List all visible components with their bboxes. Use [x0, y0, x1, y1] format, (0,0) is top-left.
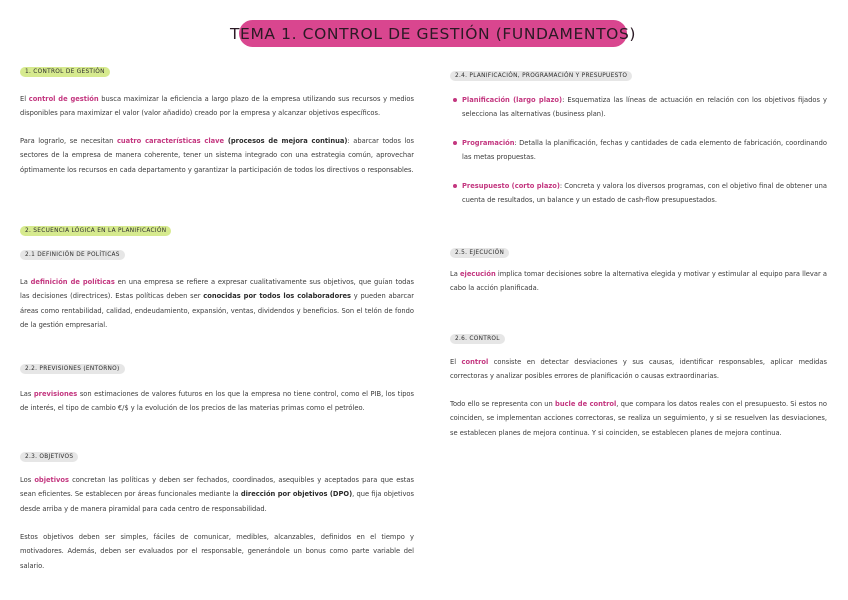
subsection-heading-politicas: 2.1 DEFINICIÓN DE POLÍTICAS — [20, 250, 125, 260]
highlight-term: objetivos — [34, 476, 69, 484]
paragraph-control-de-gestion: El control de gestión busca maximizar la eficiencia a largo plazo de la empresa utilizando sus recursos y medios disponibles para maximizar el valor (valor añadido) creado por la empresa y alcanzar objetivos específicos. — [20, 95, 415, 118]
paragraph-bucle-de-control: Todo ello se representa con un bucle de control, que compara los datos reales con el presupuesto. Si estos no coinciden, se implementan acciones correctoras, se realiza un seguimiento, y si se resuelven las desviaciones, se establecen planes de mejora continua. Y si coinciden, se establecen planes de mejora continua. — [450, 400, 827, 437]
bold-term: (procesos de mejora continua) — [224, 137, 348, 145]
subsection-heading-ejecucion: 2.5. EJECUCIÓN — [450, 248, 509, 258]
page-title: TEMA 1. CONTROL DE GESTIÓN (FUNDAMENTOS) — [229, 24, 637, 43]
highlight-term: bucle de control — [555, 400, 617, 408]
paragraph-caracteristicas: Para lograrlo, se necesitan cuatro características clave (procesos de mejora continua): abarcar todos los sectores de la empresa de manera coherente, tener un sistema integrado con una estrategia común, aprovechar óptimamente los recursos en cada departamento y garantizar la participación de todos los directivos o responsables. — [20, 137, 414, 174]
highlight-term: ejecución — [460, 270, 496, 278]
bullet-icon — [453, 141, 457, 145]
subsection-heading-control: 2.6. CONTROL — [450, 334, 505, 344]
paragraph-previsiones: Las previsiones son estimaciones de valores futuros en los que la empresa no tiene control, como el PIB, los tipos de interés, el tipo de cambio €/$ y la evolución de los precios de las materias primas como el petróleo. — [20, 390, 415, 413]
highlight-term: control de gestión — [28, 95, 99, 103]
highlight-term: Planificación (largo plazo) — [462, 96, 563, 104]
list-item: Planificación (largo plazo): Esquematiza las líneas de actuación en relación con los objetivos fijados y selecciona las alternativas (business plan). — [450, 93, 827, 122]
planning-list — [450, 93, 827, 207]
section-heading-secuencia-logica: 2. SECUENCIA LÓGICA EN LA PLANIFICACIÓN — [20, 226, 171, 236]
section-heading-control-de-gestion: 1. CONTROL DE GESTIÓN — [20, 67, 110, 77]
highlight-term: previsiones — [33, 390, 78, 398]
title-banner — [229, 20, 637, 47]
paragraph-objetivos-caracteristicas: Estos objetivos deben ser simples, fáciles de comunicar, medibles, alcanzables, definidos en el tiempo y motivadores. Además, deben ser evaluados por el responsable, generándole un bonus como parte variable del salario. — [20, 533, 414, 570]
subsection-heading-planificacion: 2.4. PLANIFICACIÓN, PROGRAMACIÓN Y PRESUPUESTO — [450, 71, 632, 81]
highlight-term: Programación — [462, 138, 515, 147]
highlight-term: Presupuesto (corto plazo) — [462, 181, 560, 190]
bullet-icon — [453, 98, 457, 102]
paragraph-objetivos: Los objetivos concretan las políticas y deben ser fechados, coordinados, asequibles y aceptados para que estas sean eficientes. Se establecen por áreas funcionales mediante la dirección por objetivos (DPO), que fija objetivos desde arriba y de manera piramidal para cada centro de responsabilidad. — [20, 476, 414, 513]
paragraph-ejecucion: La ejecución implica tomar decisiones sobre la alternativa elegida y motivar y estimular al equipo para llevar a cabo la acción planificada. — [450, 270, 827, 293]
highlight-term: cuatro características clave — [116, 137, 225, 145]
highlight-term: definición de políticas — [30, 278, 115, 286]
paragraph-politicas: La definición de políticas en una empresa se refiere a expresar cualitativamente sus objetivos, que guían todas las decisiones (directrices). Estas políticas deben ser conocidas por todos los colaboradores y pueden abarcar áreas como rentabilidad, calidad, endeudamiento, expansión, ventas, dividendos y beneficios. Son el telón de fondo de la gestión empresarial. — [20, 278, 415, 330]
bold-term: dirección por objetivos (DPO) — [240, 490, 353, 499]
paragraph-control: El control consiste en detectar desviaciones y sus causas, identificar responsables, aplicar medidas correctoras y analizar posibles errores de planificación o causas extraordinarias. — [450, 358, 827, 381]
highlight-term: control — [461, 358, 489, 366]
list-item: Programación: Detalla la planificación, fechas y cantidades de cada elemento de fabricación, coordinando las metas propuestas. — [450, 136, 827, 165]
bullet-icon — [453, 184, 457, 188]
subsection-heading-previsiones: 2.2. PREVISIONES (ENTORNO) — [20, 364, 125, 374]
subsection-heading-objetivos: 2.3. OBJETIVOS — [20, 452, 78, 462]
list-item: Presupuesto (corto plazo): Concreta y valora los diversos programas, con el objetivo final de obtener una cuenta de resultados, un balance y un estado de cash-flow presupuestados. — [450, 179, 827, 208]
bold-term: conocidas por todos los colaboradores — [203, 292, 352, 301]
